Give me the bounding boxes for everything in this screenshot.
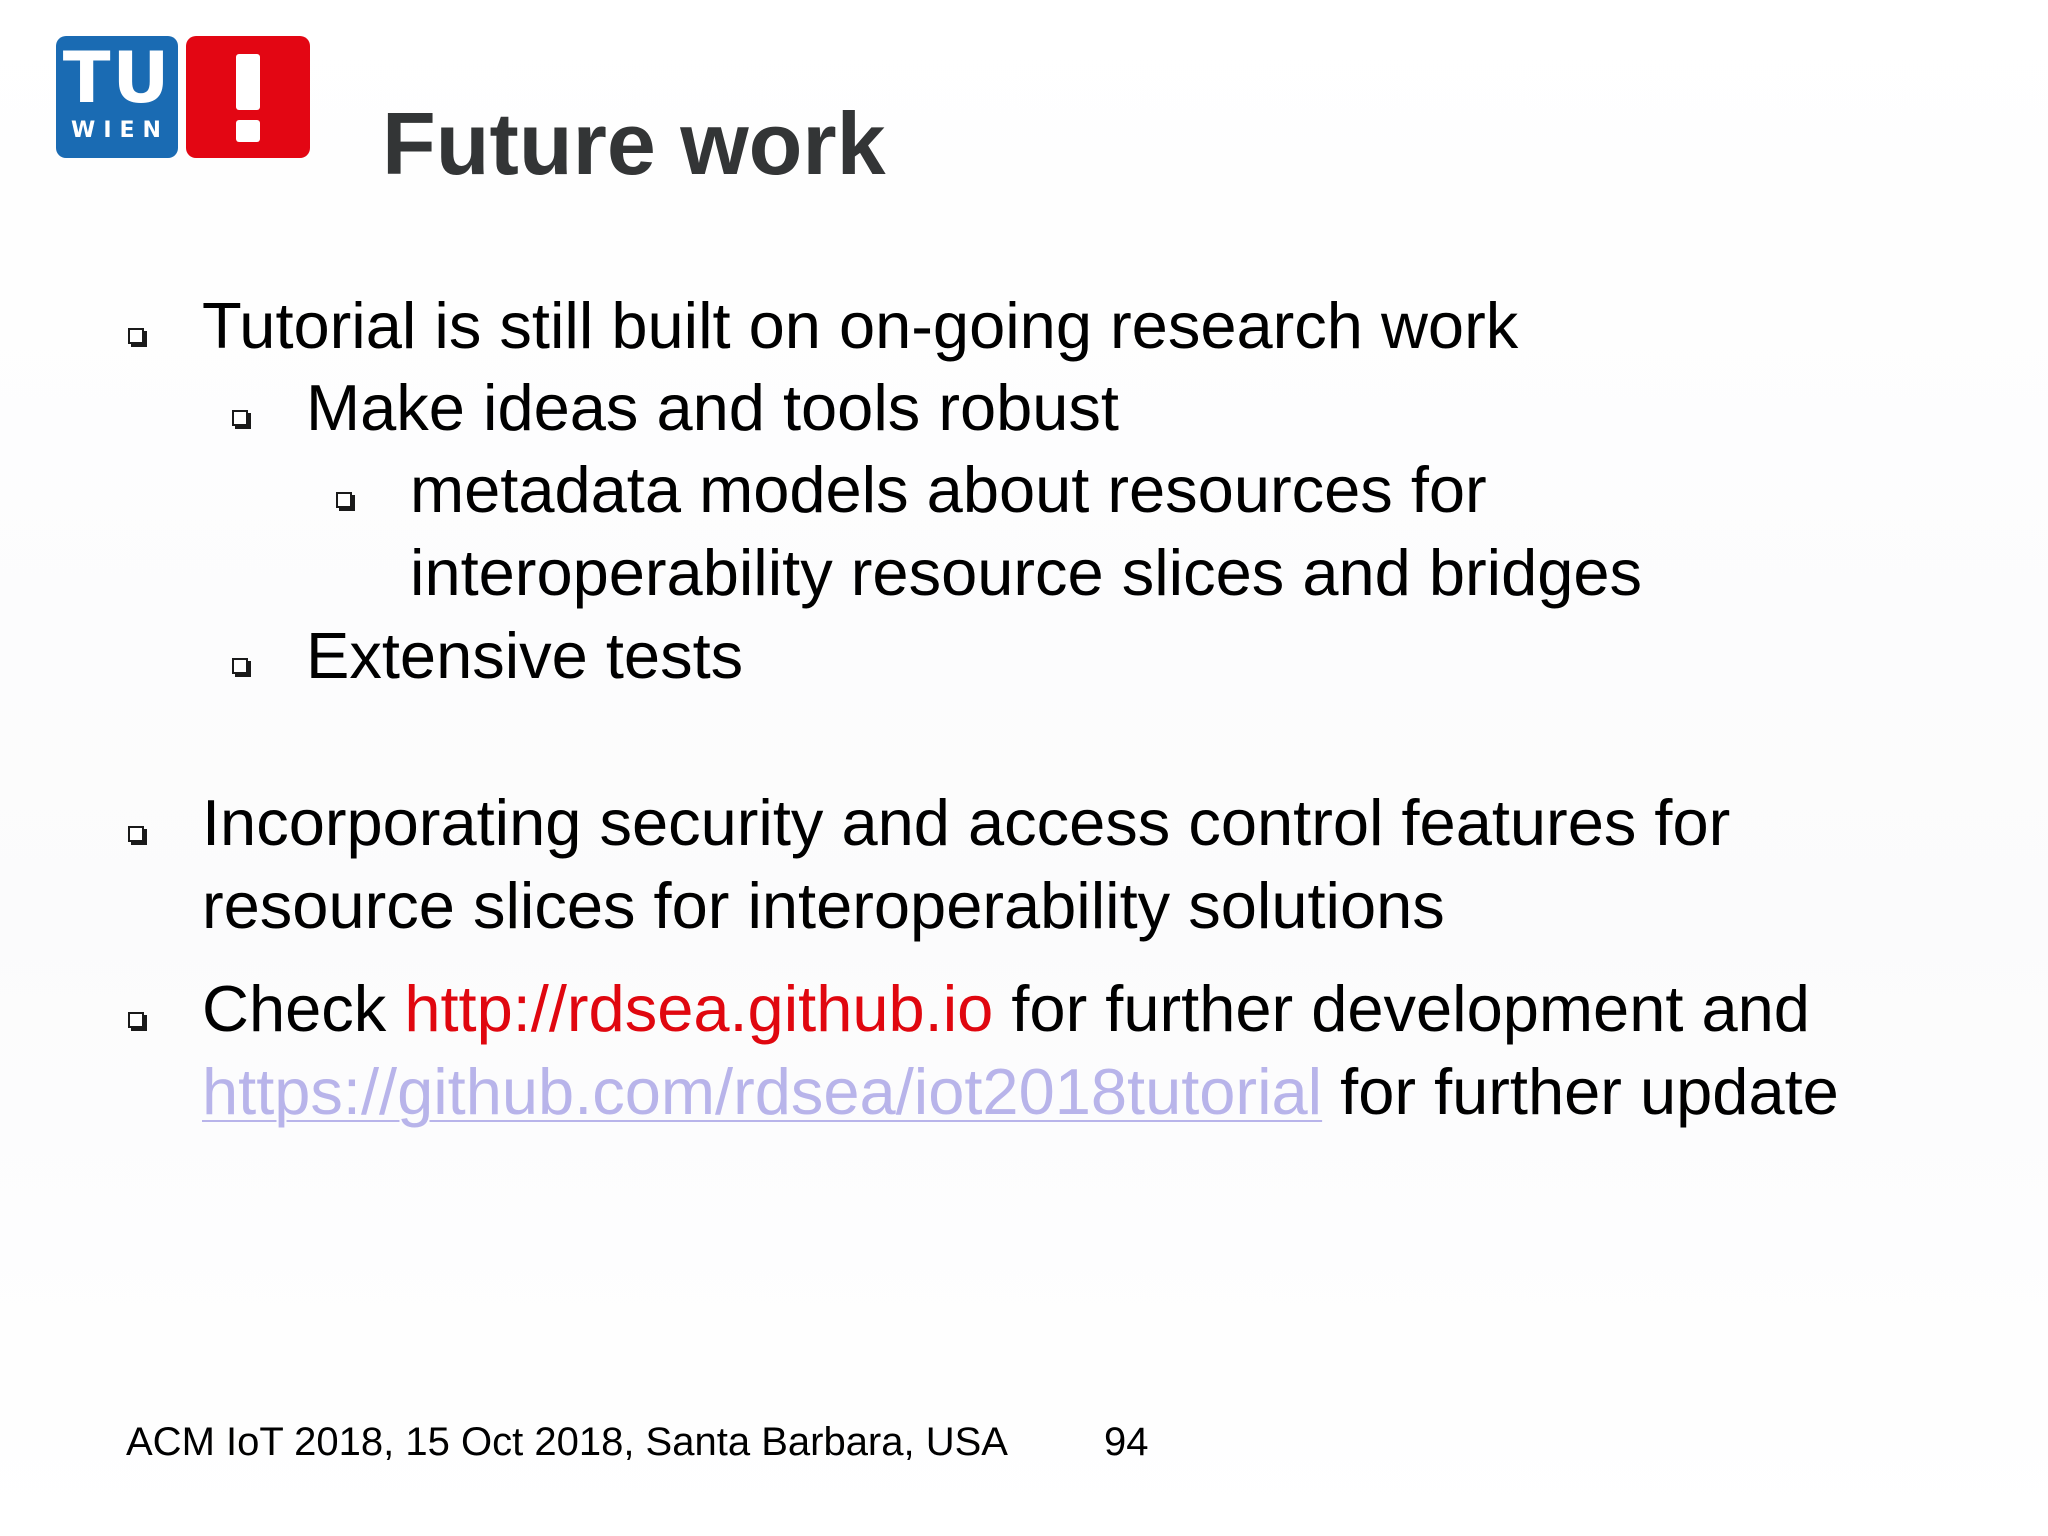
bullet-text-metadata-line2: interoperability resource slices and bridges xyxy=(410,536,1643,609)
footer-page-number: 94 xyxy=(1104,1420,1149,1464)
square-bullet-icon xyxy=(336,492,352,508)
bullet-text-security-line1: Incorporating security and access control features for xyxy=(202,786,1731,859)
bullet-text-robust: Make ideas and tools robust xyxy=(306,371,1119,444)
tu-wien-logo xyxy=(56,36,310,160)
logo-wien-text: WIEN xyxy=(71,118,169,143)
logo-exclamation-dot xyxy=(236,120,260,142)
rdsea-website-link[interactable]: http://rdsea.github.io xyxy=(404,972,994,1045)
square-bullet-icon xyxy=(232,658,248,674)
slide-title: Future work xyxy=(382,94,886,193)
check-prefix-text: Check xyxy=(202,972,405,1045)
logo-exclamation-icon xyxy=(186,36,310,158)
bullet-text-metadata-line1: metadata models about resources for xyxy=(410,453,1487,526)
bullet-text-security-line2: resource slices for interoperability solutions xyxy=(202,869,1445,942)
square-bullet-icon xyxy=(232,410,248,426)
bullet-text-check-line2 xyxy=(202,1052,1839,1132)
square-bullet-icon xyxy=(128,826,144,842)
square-bullet-icon xyxy=(128,1012,144,1028)
square-bullet-icon xyxy=(128,328,144,344)
footer-event: ACM IoT 2018, 15 Oct 2018, Santa Barbara, USA xyxy=(126,1420,1008,1464)
github-tutorial-link[interactable]: https://github.com/rdsea/iot2018tutorial xyxy=(202,1055,1323,1128)
bullet-text-tests: Extensive tests xyxy=(306,619,744,692)
logo-tu-block xyxy=(56,36,178,158)
logo-exclamation-bar xyxy=(236,54,260,110)
bullet-text-research: Tutorial is still built on on-going research work xyxy=(202,289,1519,362)
logo-tu-text: TU xyxy=(62,37,172,119)
check-end-text: for further update xyxy=(1322,1055,1839,1128)
check-suffix-text: for further development and xyxy=(993,972,1810,1045)
bullet-text-check-line1 xyxy=(202,969,1810,1049)
